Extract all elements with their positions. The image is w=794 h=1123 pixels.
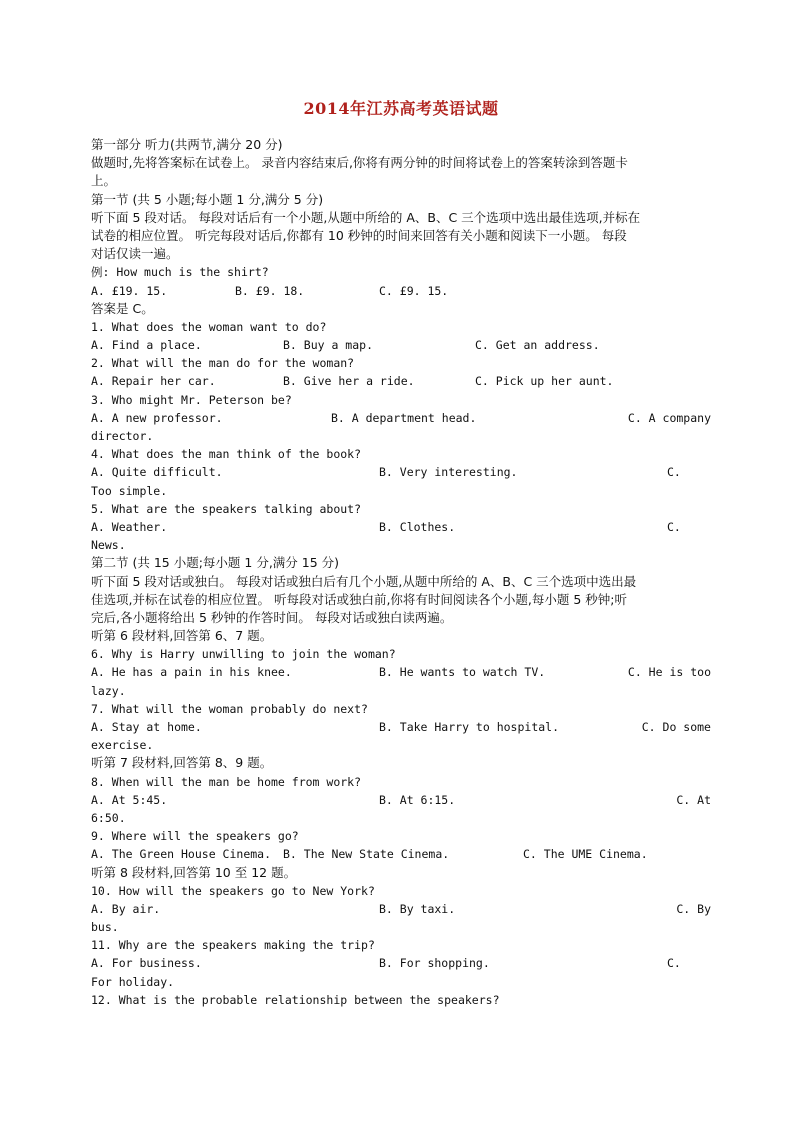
option-row xyxy=(91,718,711,736)
option-b: B. By taxi. xyxy=(379,901,456,916)
option-continuation: exercise. xyxy=(91,738,154,753)
option-continuation: director. xyxy=(91,429,154,443)
option-continuation: News. xyxy=(91,538,126,553)
option-a: A. Weather. xyxy=(91,519,168,534)
option-row xyxy=(91,463,711,481)
page-title: 2014年江苏高考英语试题 xyxy=(303,99,499,118)
instruction-line: 听下面 5 段对话或独白。 每段对话或独白后有几个小题,从题中所给的 A、B、C 三个选项中选出最 xyxy=(91,573,637,589)
option-b: B. At 6:15. xyxy=(379,792,456,807)
option-continuation: bus. xyxy=(91,920,119,935)
option-c: C. Pick up her aunt. xyxy=(475,374,614,389)
example-question: 例: How much is the shirt? xyxy=(91,265,269,280)
option-b: B. £9. 18. xyxy=(235,283,305,298)
option-c: C. £9. 15. xyxy=(379,283,449,298)
option-b: B. Very interesting. xyxy=(379,465,518,480)
option-a: A. £19. 15. xyxy=(91,283,168,298)
option-row xyxy=(91,282,711,300)
question: 4. What does the man think of the book? xyxy=(91,447,362,462)
option-b: B. A department head. xyxy=(331,410,477,425)
option-c: C. At xyxy=(676,792,711,807)
option-c: C. xyxy=(667,465,681,480)
option-row xyxy=(91,791,711,809)
option-continuation: lazy. xyxy=(91,683,126,698)
option-a: A. Stay at home. xyxy=(91,720,202,734)
material-heading: 听第 6 段材料,回答第 6、7 题。 xyxy=(91,628,273,644)
option-b: B. Buy a map. xyxy=(283,338,374,353)
material-heading: 听第 8 段材料,回答第 10 至 12 题。 xyxy=(91,864,297,880)
option-row xyxy=(91,954,711,972)
option-b: B. The New State Cinema. xyxy=(283,847,450,862)
part-heading: 第一部分 听力(共两节,满分 20 分) xyxy=(91,137,283,152)
option-a: A. A new professor. xyxy=(91,410,223,425)
option-a: A. Find a place. xyxy=(91,338,202,353)
option-b: B. He wants to watch TV. xyxy=(379,665,546,680)
section-heading: 第一节 (共 5 小题;每小题 1 分,满分 5 分) xyxy=(91,191,324,207)
option-b: B. Clothes. xyxy=(379,519,456,534)
section-heading: 第二节 (共 15 小题;每小题 1 分,满分 15 分) xyxy=(91,555,340,571)
option-continuation: 6:50. xyxy=(91,810,126,825)
instruction-line: 上。 xyxy=(91,173,117,189)
question: 12. What is the probable relationship between the speakers? xyxy=(91,992,500,1007)
option-row xyxy=(91,663,711,681)
option-c: C. The UME Cinema. xyxy=(523,847,648,862)
option-b: B. Take Harry to hospital. xyxy=(379,720,560,734)
option-row xyxy=(91,336,711,354)
question: 11. Why are the speakers making the trip? xyxy=(91,938,375,953)
option-c: C. Get an address. xyxy=(475,338,600,353)
question: 6. Why is Harry unwilling to join the woman? xyxy=(91,647,396,662)
option-c: C. He is too xyxy=(627,665,711,680)
option-a: A. He has a pain in his knee. xyxy=(91,665,292,680)
option-c: C. By xyxy=(676,901,711,916)
option-c: C. A company xyxy=(627,410,711,425)
instruction-line: 对话仅读一遍。 xyxy=(91,246,179,262)
question: 2. What will the man do for the woman? xyxy=(91,356,355,371)
option-a: A. Quite difficult. xyxy=(91,465,223,480)
option-row xyxy=(91,518,711,536)
option-row xyxy=(91,845,711,863)
option-continuation: Too simple. xyxy=(91,483,168,498)
option-c: C. Do some xyxy=(641,720,711,734)
option-c: C. xyxy=(667,519,681,534)
exam-page xyxy=(91,96,711,1009)
instruction-line: 试卷的相应位置。 听完每段对话后,你都有 10 秒钟的时间来回答有关小题和阅读下一小题。 每段 xyxy=(91,227,627,243)
option-a: A. The Green House Cinema. xyxy=(91,847,272,862)
example-answer: 答案是 C。 xyxy=(91,300,154,316)
option-row xyxy=(91,900,711,918)
option-a: A. At 5:45. xyxy=(91,792,168,807)
instruction-line: 做题时,先将答案标在试卷上。 录音内容结束后,你将有两分钟的时间将试卷上的答案转涂到答题卡 xyxy=(91,155,628,171)
question: 1. What does the woman want to do? xyxy=(91,319,327,334)
option-continuation: For holiday. xyxy=(91,974,175,989)
option-a: A. Repair her car. xyxy=(91,374,216,389)
question: 10. How will the speakers go to New York? xyxy=(91,883,375,898)
option-c: C. xyxy=(667,956,681,971)
question: 8. When will the man be home from work? xyxy=(91,774,362,789)
question: 9. Where will the speakers go? xyxy=(91,829,299,844)
question: 5. What are the speakers talking about? xyxy=(91,501,362,516)
option-b: B. For shopping. xyxy=(379,956,490,971)
option-row xyxy=(91,372,711,390)
instruction-line: 听下面 5 段对话。 每段对话后有一个小题,从题中所给的 A、B、C 三个选项中选出最佳选项,并标在 xyxy=(91,209,641,225)
question: 7. What will the woman probably do next? xyxy=(91,701,368,716)
instruction-line: 佳选项,并标在试卷的相应位置。 听每段对话或独白前,你将有时间阅读各个小题,每小题 5 秒钟;听 xyxy=(91,591,628,607)
material-heading: 听第 7 段材料,回答第 8、9 题。 xyxy=(91,755,273,771)
option-b: B. Give her a ride. xyxy=(283,374,415,389)
option-row xyxy=(91,409,711,427)
option-a: A. For business. xyxy=(91,956,202,971)
instruction-line: 完后,各小题将给出 5 秒钟的作答时间。 每段对话或独白读两遍。 xyxy=(91,609,453,625)
question: 3. Who might Mr. Peterson be? xyxy=(91,392,292,407)
option-a: A. By air. xyxy=(91,901,161,916)
